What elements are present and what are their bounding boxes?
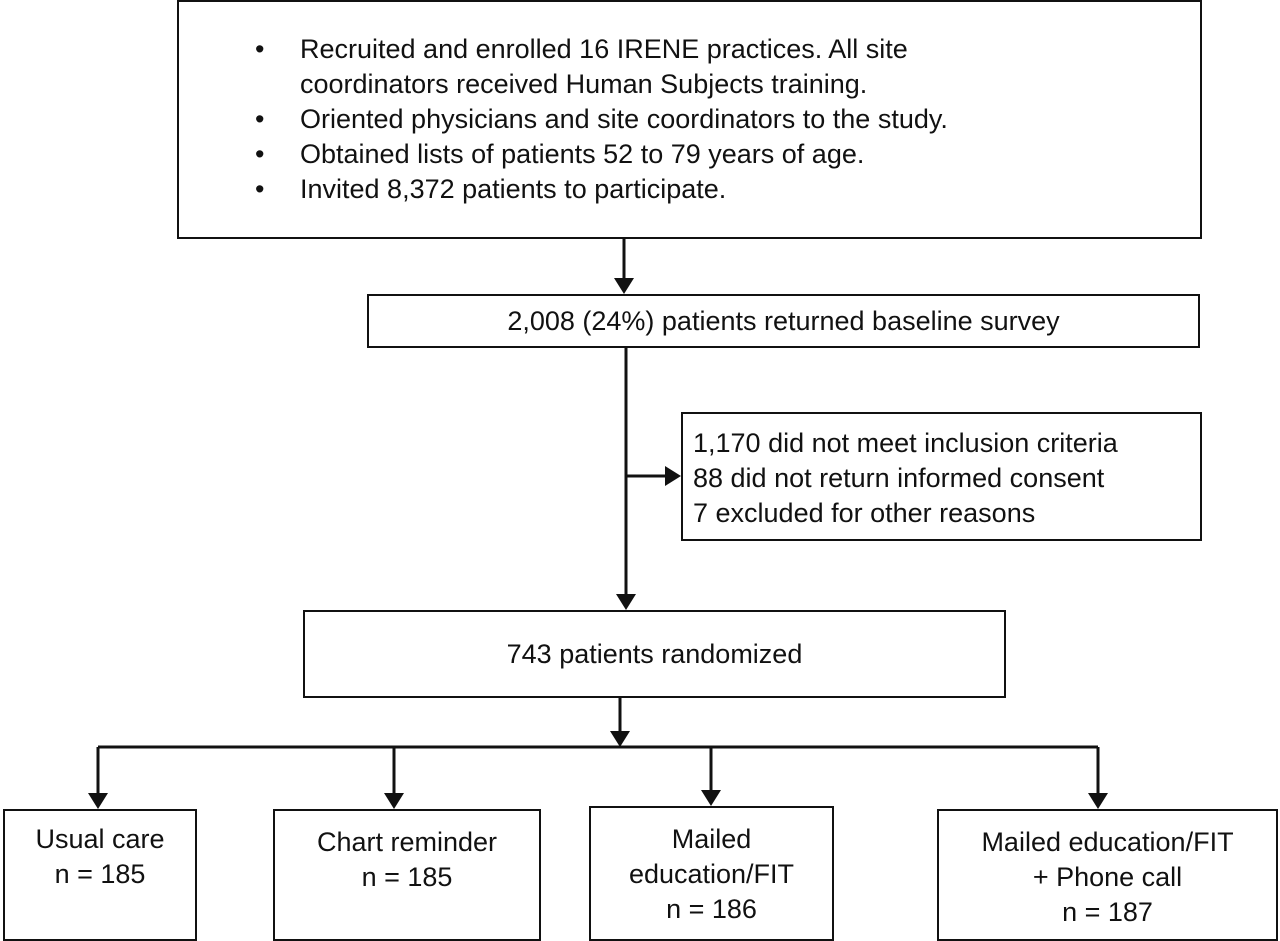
- arm-count: n = 185: [54, 859, 146, 889]
- arm-mailed-education-fit-phone: [937, 809, 1278, 941]
- arm-label: Mailed education/FIT: [981, 827, 1234, 857]
- bullet-icon: •: [255, 174, 265, 204]
- arm-mailed-education-fit: [589, 806, 834, 941]
- exclusion-line: 88 did not return informed consent: [693, 463, 1105, 493]
- randomized-box: [303, 610, 1006, 698]
- enrollment-bullet-text: Recruited and enrolled 16 IRENE practices. All site coordinators received Human Subjects training.: [300, 34, 908, 99]
- exclusions-box: [681, 412, 1202, 541]
- bullet-icon: •: [255, 34, 265, 64]
- enrollment-bullet: [179, 32, 1200, 102]
- enrollment-bullet: [179, 137, 1200, 172]
- arm-usual-care: [3, 809, 197, 941]
- exclusion-line: 7 excluded for other reasons: [693, 498, 1036, 528]
- arm-label: education/FIT: [628, 859, 795, 889]
- arm-label: Mailed: [671, 824, 752, 854]
- arm-label: Usual care: [35, 824, 165, 854]
- arm-label: + Phone call: [1032, 862, 1183, 892]
- arm-count: n = 186: [666, 894, 757, 924]
- enrollment-list: [179, 32, 1200, 207]
- arm-count: n = 187: [1062, 897, 1153, 927]
- bullet-icon: •: [255, 139, 265, 169]
- enrollment-box: [177, 0, 1202, 239]
- enrollment-bullet-text: Oriented physicians and site coordinators to the study.: [300, 104, 948, 134]
- enrollment-bullet: [179, 172, 1200, 207]
- bullet-icon: •: [255, 104, 265, 134]
- enrollment-bullet-text: Obtained lists of patients 52 to 79 years of age.: [300, 139, 865, 169]
- survey-box: [367, 294, 1200, 348]
- arm-label: Chart reminder: [316, 827, 498, 857]
- arm-count: n = 185: [361, 862, 453, 892]
- enrollment-bullet-text: Invited 8,372 patients to participate.: [300, 174, 727, 204]
- arm-chart-reminder: [273, 809, 541, 941]
- exclusion-line: 1,170 did not meet inclusion criteria: [693, 428, 1118, 458]
- randomized-text: 743 patients randomized: [506, 638, 803, 669]
- survey-text: 2,008 (24%) patients returned baseline survey: [507, 305, 1060, 336]
- enrollment-bullet: [179, 102, 1200, 137]
